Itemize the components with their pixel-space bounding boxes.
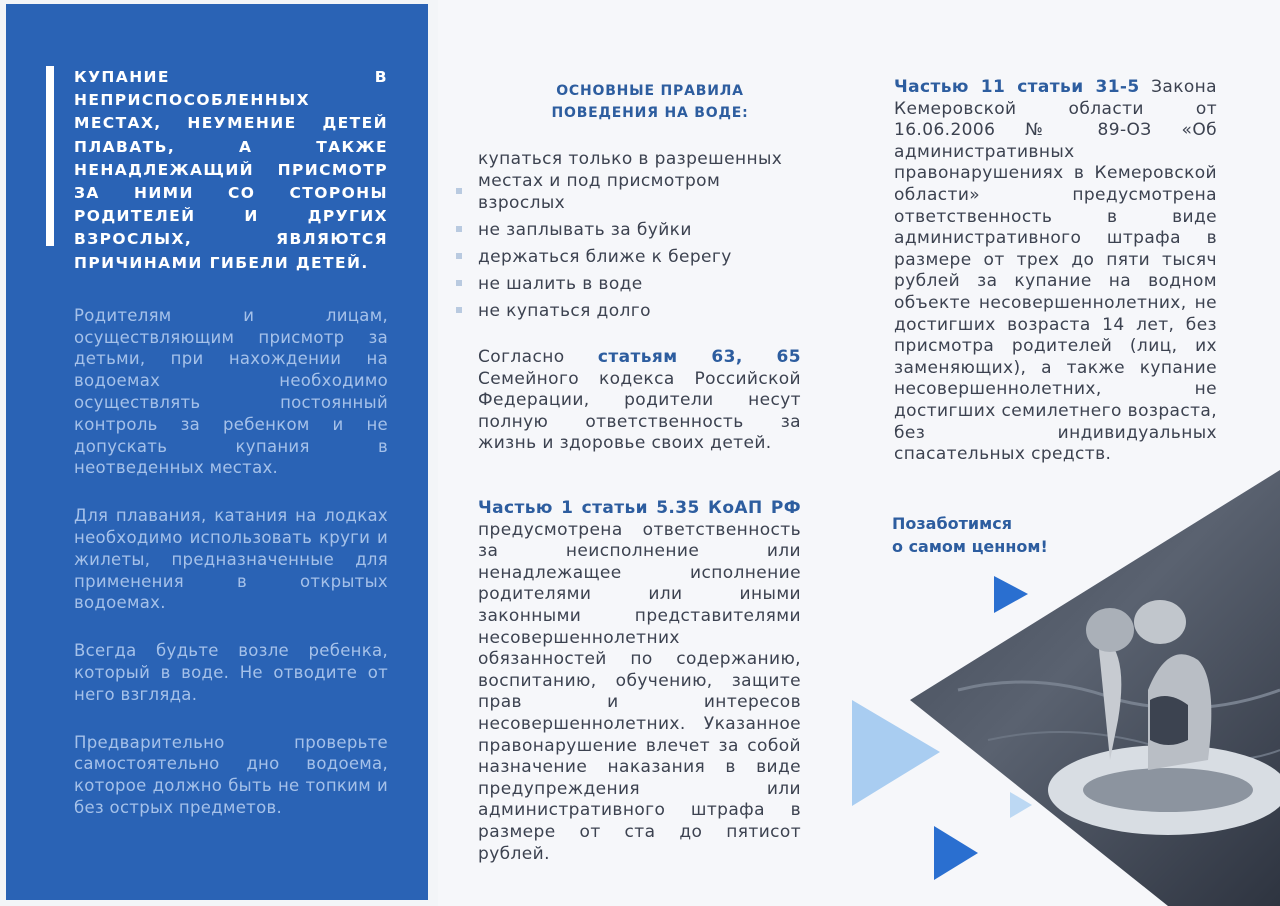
square-bullet-icon — [456, 188, 462, 194]
list-item: не заплывать за буйки — [456, 219, 802, 241]
square-bullet-icon — [456, 226, 462, 232]
rules-list — [456, 148, 802, 327]
accent-bar — [46, 66, 54, 246]
care-slogan: Позаботимся о самом ценном! — [892, 514, 1048, 556]
koap-paragraph: Частью 1 статьи 5.35 КоАП РФ предусмотрена ответственность за неисполнение или ненадлежащее исполнение родителями или иными законными представителями несовершеннолетних обязанностей по содержанию, воспитанию, обучению, защите прав и интересов несовершеннолетних. Указанное правонарушение влечет за собой назначение наказания в виде предупреждения или административного штрафа в размере от ста до пятисот рублей. — [478, 498, 801, 864]
square-bullet-icon — [456, 307, 462, 313]
intro-warning: КУПАНИЕ В НЕПРИСПОСОБЛЕННЫХ МЕСТАХ, НЕУМЕНИЕ ДЕТЕЙ ПЛАВАТЬ, А ТАКЖЕ НЕНАДЛЕЖАЩИЙ ПРИСМОТР ЗА НИМИ СО СТОРОНЫ РОДИТЕЛЕЙ И ДРУГИХ ВЗРОСЛЫХ, ЯВЛЯЮТСЯ ПРИЧИНАМИ ГИБЕЛИ ДЕТЕЙ. — [74, 68, 388, 272]
square-bullet-icon — [456, 253, 462, 259]
middle-panel — [438, 0, 838, 906]
right-panel — [838, 0, 1280, 906]
advice-paragraph-1: Родителям и лицам, осуществляющим присмотр за детьми, при нахождении на водоемах необходимо осуществлять постоянный контроль за ребенком и не допускать купания в неотведенных местах. — [74, 305, 388, 478]
list-item: держаться ближе к берегу — [456, 246, 802, 268]
rules-heading: ОСНОВНЫЕ ПРАВИЛА ПОВЕДЕНИЯ НА ВОДЕ: — [551, 83, 749, 121]
left-panel — [6, 4, 428, 900]
advice-paragraph-3: Всегда будьте возле ребенка, который в воде. Не отводите от него взгляда. — [74, 641, 388, 704]
square-bullet-icon — [456, 280, 462, 286]
list-item: купаться только в разрешенных местах и под присмотром взрослых — [456, 148, 802, 214]
advice-paragraph-2: Для плавания, катания на лодках необходимо использовать круги и жилеты, предназначенные для применения в открытых водоемах. — [74, 506, 388, 613]
advice-paragraph-4: Предварительно проверьте самостоятельно дно водоема, которое должно быть не топким и без острых предметов. — [74, 732, 388, 817]
list-item: не шалить в воде — [456, 273, 802, 295]
children-swimming-photo — [838, 0, 1280, 906]
regional-law-paragraph: Частью 11 статьи 31-5 Закона Кемеровской области от 16.06.2006 № 89-ОЗ «Об административных правонарушениях в Кемеровской области» предусмотрена ответственность в виде административного штрафа в размере от трех до пяти тысяч рублей за купание на водном объекте несовершеннолетних, не достигших возраста 14 лет, без присмотра родителей (лиц, их заменяющих), а также купание несовершеннолетних, не достигших семилетнего возраста, без индивидуальных спасательных средств. — [894, 77, 1217, 465]
family-code-paragraph: Согласно статьям 63, 65 Семейного кодекса Российской Федерации, родители несут полную ответственность за жизнь и здоровье своих детей. — [478, 347, 801, 454]
list-item: не купаться долго — [456, 300, 802, 322]
